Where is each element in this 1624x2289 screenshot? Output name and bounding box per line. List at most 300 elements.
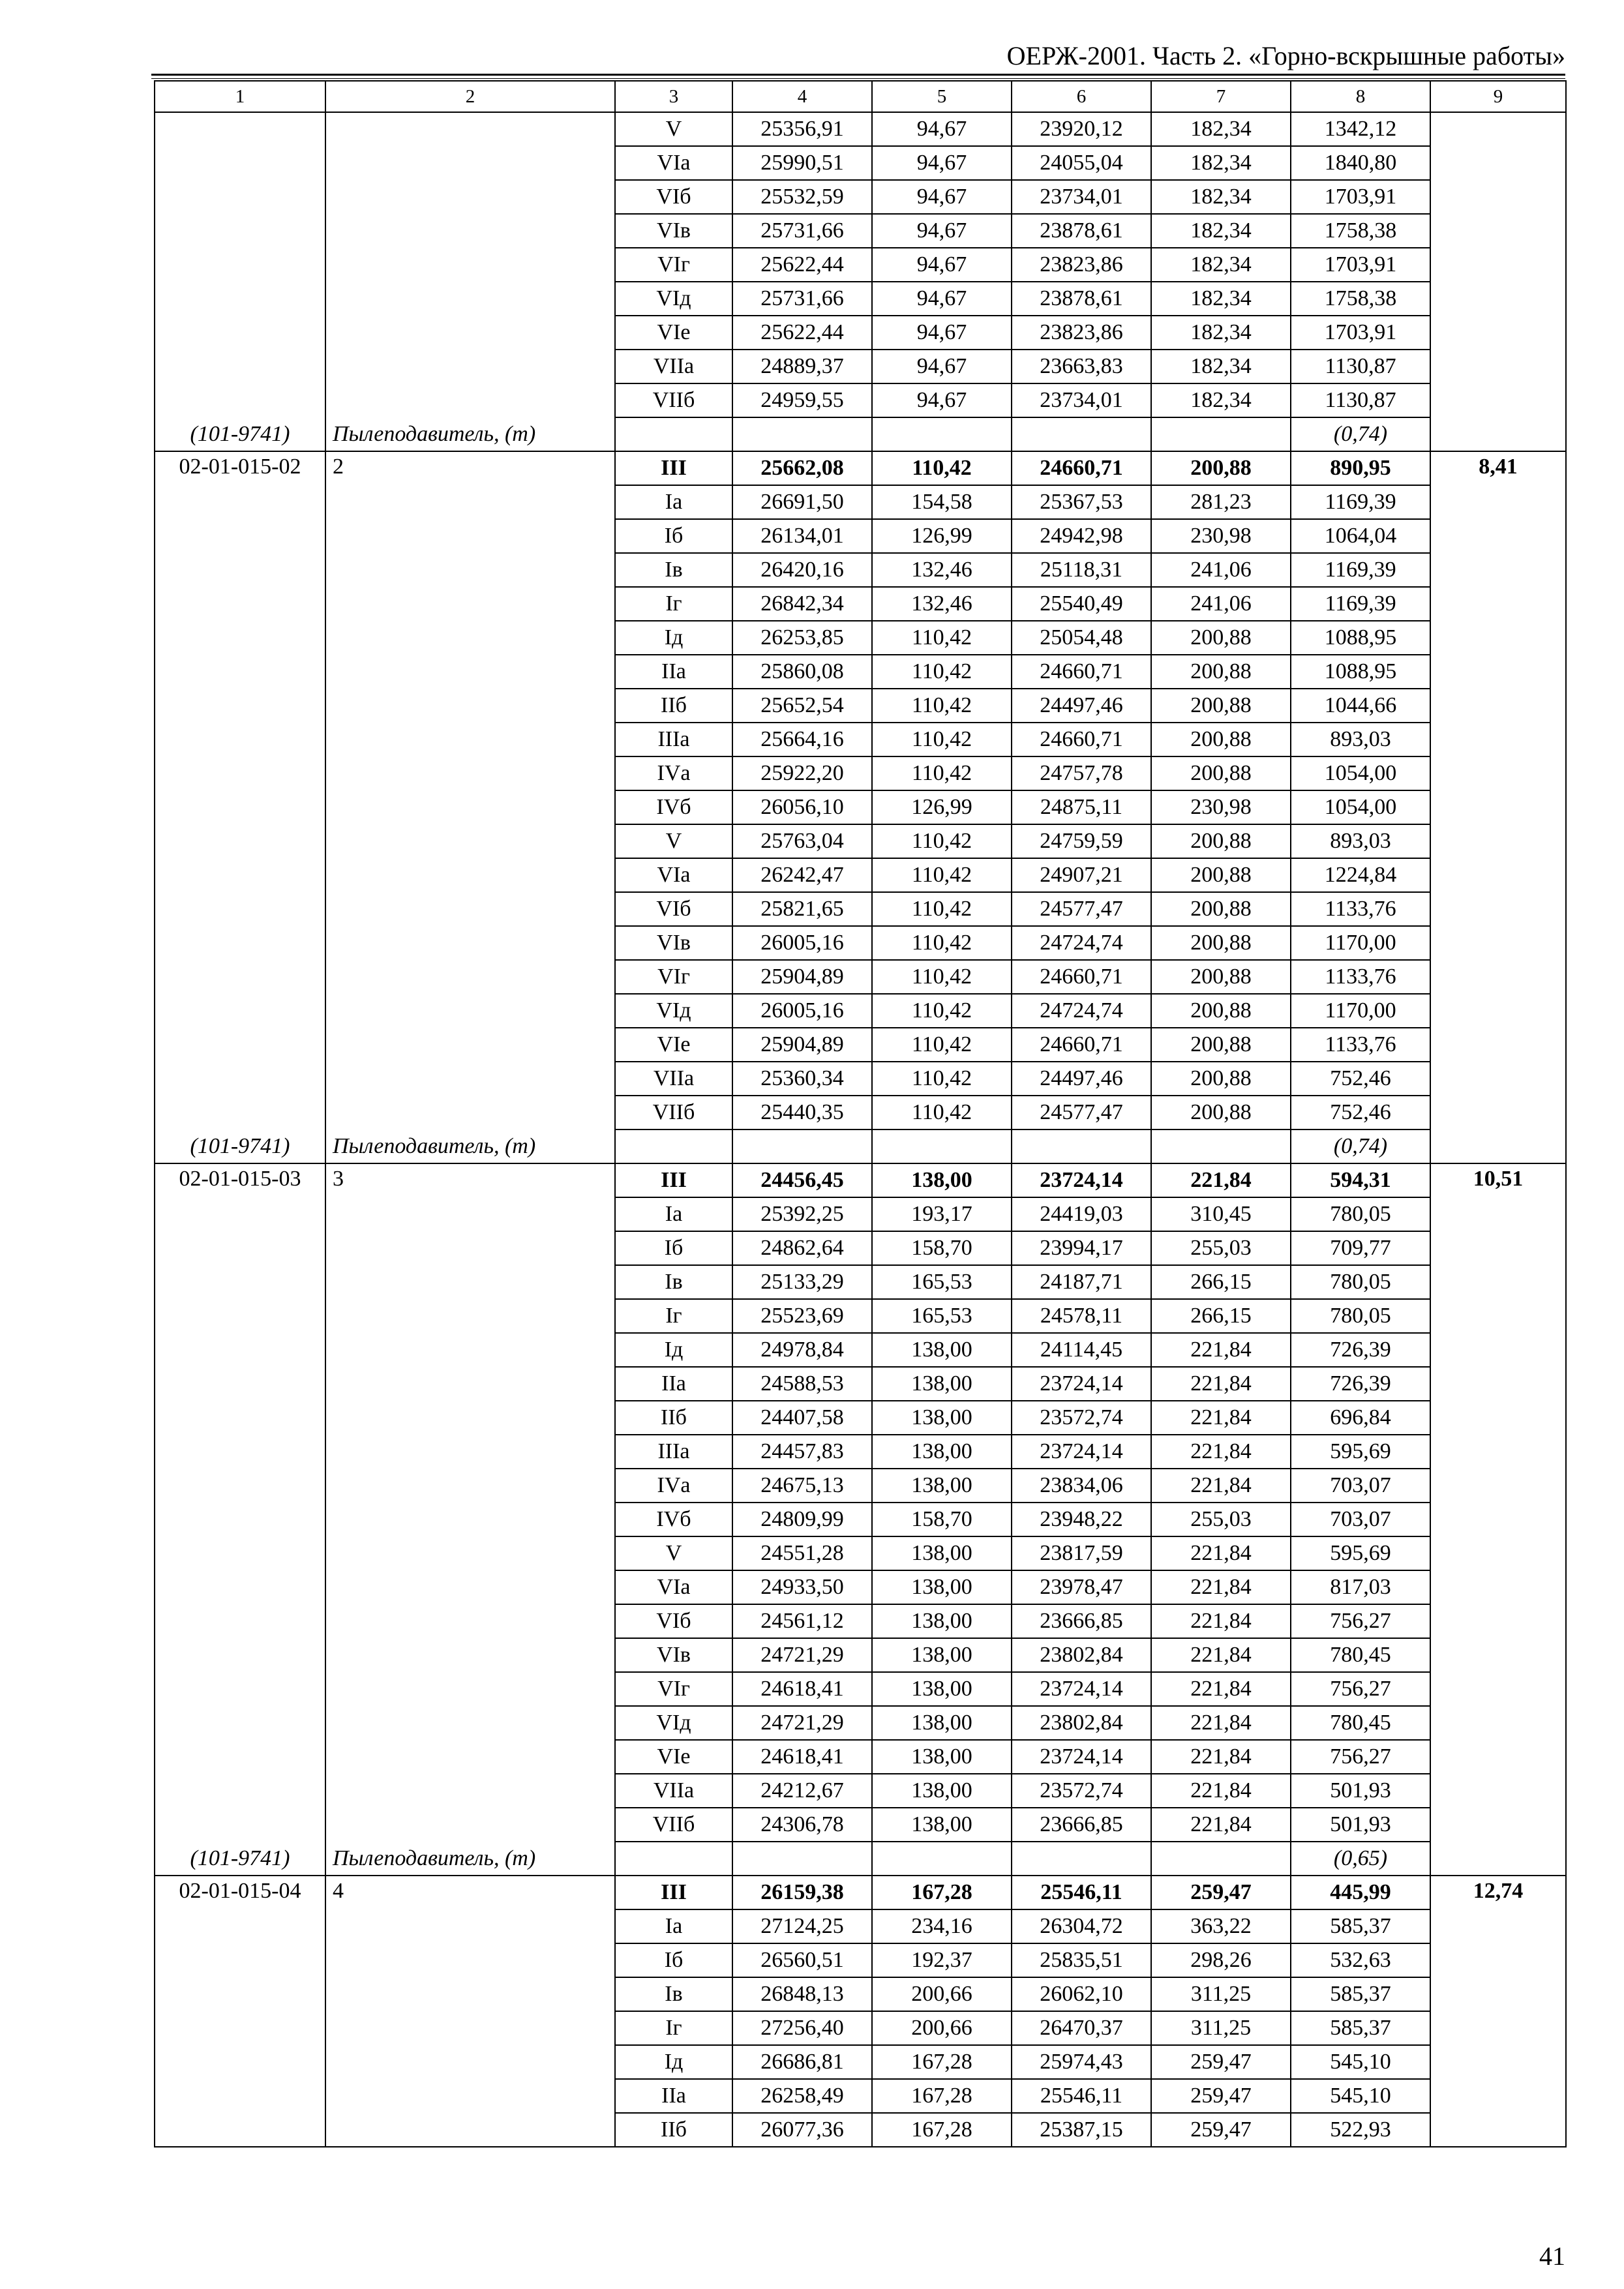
machinist-wages: 259,47 bbox=[1151, 2045, 1291, 2079]
machinist-wages: 221,84 bbox=[1151, 1740, 1291, 1774]
rock-category: III bbox=[615, 451, 732, 485]
machinist-wages: 200,88 bbox=[1151, 892, 1291, 926]
materials: 752,46 bbox=[1291, 1096, 1430, 1130]
direct-costs: 24306,78 bbox=[732, 1808, 872, 1842]
rock-category: VIIб bbox=[615, 1096, 732, 1130]
machinist-wages: 200,88 bbox=[1151, 655, 1291, 689]
materials: 1342,12 bbox=[1291, 112, 1430, 146]
rock-category: VIе bbox=[615, 1028, 732, 1062]
rock-category: VIг bbox=[615, 1672, 732, 1706]
direct-costs: 25904,89 bbox=[732, 960, 872, 994]
machinist-wages: 200,88 bbox=[1151, 1062, 1291, 1096]
machinist-wages: 182,34 bbox=[1151, 316, 1291, 350]
rate-name: 2 bbox=[325, 451, 615, 1130]
machine-costs: 23724,14 bbox=[1012, 1367, 1151, 1401]
materials: 703,07 bbox=[1291, 1469, 1430, 1503]
machine-costs: 25974,43 bbox=[1012, 2045, 1151, 2079]
wages: 110,42 bbox=[872, 858, 1012, 892]
machinist-wages: 221,84 bbox=[1151, 1367, 1291, 1401]
machine-costs: 23823,86 bbox=[1012, 248, 1151, 282]
wages: 110,42 bbox=[872, 723, 1012, 756]
materials: 1840,80 bbox=[1291, 146, 1430, 180]
wages: 94,67 bbox=[872, 248, 1012, 282]
rock-category: VIг bbox=[615, 960, 732, 994]
direct-costs: 24978,84 bbox=[732, 1333, 872, 1367]
materials: 1130,87 bbox=[1291, 383, 1430, 417]
table-body bbox=[155, 81, 1566, 2147]
machine-costs: 23666,85 bbox=[1012, 1604, 1151, 1638]
rock-category: Iд bbox=[615, 2045, 732, 2079]
rock-category: VIIб bbox=[615, 1808, 732, 1842]
materials: 545,10 bbox=[1291, 2045, 1430, 2079]
rock-category: VIв bbox=[615, 214, 732, 248]
materials: 726,39 bbox=[1291, 1333, 1430, 1367]
direct-costs: 26134,01 bbox=[732, 519, 872, 553]
wages: 94,67 bbox=[872, 146, 1012, 180]
wages: 94,67 bbox=[872, 316, 1012, 350]
column-number: 1 bbox=[155, 81, 325, 112]
wages: 193,17 bbox=[872, 1197, 1012, 1231]
rock-category: IIа bbox=[615, 1367, 732, 1401]
materials: 1044,66 bbox=[1291, 689, 1430, 723]
materials: 501,93 bbox=[1291, 1808, 1430, 1842]
machine-costs: 24577,47 bbox=[1012, 1096, 1151, 1130]
materials: 1758,38 bbox=[1291, 282, 1430, 316]
machine-costs: 23802,84 bbox=[1012, 1706, 1151, 1740]
wages: 165,53 bbox=[872, 1265, 1012, 1299]
materials: 756,27 bbox=[1291, 1740, 1430, 1774]
wages: 138,00 bbox=[872, 1469, 1012, 1503]
material-quantity: (0,65) bbox=[1291, 1842, 1430, 1876]
rate-code: 02-01-015-02 bbox=[155, 451, 325, 1130]
machine-costs: 25540,49 bbox=[1012, 587, 1151, 621]
empty-cell bbox=[1151, 1842, 1291, 1876]
wages: 138,00 bbox=[872, 1808, 1012, 1842]
rock-category: IIIа bbox=[615, 723, 732, 756]
wages: 110,42 bbox=[872, 824, 1012, 858]
direct-costs: 25904,89 bbox=[732, 1028, 872, 1062]
direct-costs: 25922,20 bbox=[732, 756, 872, 790]
machine-costs: 26062,10 bbox=[1012, 1977, 1151, 2011]
rock-category: VIд bbox=[615, 994, 732, 1028]
wages: 110,42 bbox=[872, 1062, 1012, 1096]
machinist-wages: 200,88 bbox=[1151, 926, 1291, 960]
machinist-wages: 281,23 bbox=[1151, 485, 1291, 519]
direct-costs: 25821,65 bbox=[732, 892, 872, 926]
rock-category: Iв bbox=[615, 1265, 732, 1299]
empty-cell bbox=[872, 1842, 1012, 1876]
direct-costs: 25440,35 bbox=[732, 1096, 872, 1130]
rock-category: VIв bbox=[615, 1638, 732, 1672]
wages: 110,42 bbox=[872, 994, 1012, 1028]
materials: 585,37 bbox=[1291, 1977, 1430, 2011]
wages: 110,42 bbox=[872, 756, 1012, 790]
table-row bbox=[155, 451, 1566, 485]
materials: 709,77 bbox=[1291, 1231, 1430, 1265]
column-number-row bbox=[155, 81, 1566, 112]
machinist-wages: 266,15 bbox=[1151, 1265, 1291, 1299]
materials: 1170,00 bbox=[1291, 994, 1430, 1028]
materials: 726,39 bbox=[1291, 1367, 1430, 1401]
machinist-wages: 221,84 bbox=[1151, 1706, 1291, 1740]
material-label: Пылеподавитель, (т) bbox=[325, 417, 615, 451]
materials: 756,27 bbox=[1291, 1672, 1430, 1706]
wages: 234,16 bbox=[872, 1909, 1012, 1943]
direct-costs: 24618,41 bbox=[732, 1740, 872, 1774]
direct-costs: 25731,66 bbox=[732, 214, 872, 248]
machine-costs: 24660,71 bbox=[1012, 655, 1151, 689]
machine-costs: 23834,06 bbox=[1012, 1469, 1151, 1503]
machine-costs: 23666,85 bbox=[1012, 1808, 1151, 1842]
materials: 1130,87 bbox=[1291, 350, 1430, 383]
machinist-wages: 221,84 bbox=[1151, 1672, 1291, 1706]
wages: 110,42 bbox=[872, 1096, 1012, 1130]
rock-category: VIа bbox=[615, 146, 732, 180]
rock-category: Iг bbox=[615, 1299, 732, 1333]
rock-category: III bbox=[615, 1163, 732, 1197]
wages: 110,42 bbox=[872, 892, 1012, 926]
price-table bbox=[154, 80, 1567, 2147]
rock-category: IIб bbox=[615, 2113, 732, 2147]
wages: 158,70 bbox=[872, 1231, 1012, 1265]
materials: 893,03 bbox=[1291, 824, 1430, 858]
materials: 1133,76 bbox=[1291, 960, 1430, 994]
direct-costs: 25664,16 bbox=[732, 723, 872, 756]
empty-cell bbox=[872, 417, 1012, 451]
wages: 110,42 bbox=[872, 621, 1012, 655]
machinist-wages: 266,15 bbox=[1151, 1299, 1291, 1333]
direct-costs: 26691,50 bbox=[732, 485, 872, 519]
machine-costs: 24875,11 bbox=[1012, 790, 1151, 824]
machine-costs: 23948,22 bbox=[1012, 1503, 1151, 1536]
machine-costs: 24759,59 bbox=[1012, 824, 1151, 858]
rock-category: Iб bbox=[615, 1943, 732, 1977]
machinist-wages: 221,84 bbox=[1151, 1604, 1291, 1638]
machine-costs: 23734,01 bbox=[1012, 180, 1151, 214]
direct-costs: 26686,81 bbox=[732, 2045, 872, 2079]
machine-costs: 23920,12 bbox=[1012, 112, 1151, 146]
empty-cell bbox=[872, 1130, 1012, 1163]
materials: 1758,38 bbox=[1291, 214, 1430, 248]
materials: 780,05 bbox=[1291, 1197, 1430, 1231]
rock-category: V bbox=[615, 824, 732, 858]
machine-costs: 24757,78 bbox=[1012, 756, 1151, 790]
materials: 1703,91 bbox=[1291, 180, 1430, 214]
materials: 893,03 bbox=[1291, 723, 1430, 756]
column-number: 4 bbox=[732, 81, 872, 112]
machine-costs: 24660,71 bbox=[1012, 451, 1151, 485]
empty-cell bbox=[1151, 417, 1291, 451]
direct-costs: 25662,08 bbox=[732, 451, 872, 485]
wages: 94,67 bbox=[872, 350, 1012, 383]
machine-costs: 25054,48 bbox=[1012, 621, 1151, 655]
rock-category: IIа bbox=[615, 655, 732, 689]
machine-costs: 24055,04 bbox=[1012, 146, 1151, 180]
material-code: (101-9741) bbox=[155, 1130, 325, 1163]
direct-costs: 25392,25 bbox=[732, 1197, 872, 1231]
materials: 501,93 bbox=[1291, 1774, 1430, 1808]
machinist-wages: 259,47 bbox=[1151, 2113, 1291, 2147]
machinist-wages: 200,88 bbox=[1151, 1028, 1291, 1062]
rate-code: 02-01-015-03 bbox=[155, 1163, 325, 1842]
wages: 200,66 bbox=[872, 1977, 1012, 2011]
machine-costs: 23724,14 bbox=[1012, 1435, 1151, 1469]
machine-costs: 24660,71 bbox=[1012, 960, 1151, 994]
materials: 1133,76 bbox=[1291, 892, 1430, 926]
empty-cell bbox=[1012, 417, 1151, 451]
direct-costs: 24721,29 bbox=[732, 1706, 872, 1740]
machine-costs: 24942,98 bbox=[1012, 519, 1151, 553]
materials: 1088,95 bbox=[1291, 655, 1430, 689]
machinist-wages: 221,84 bbox=[1151, 1536, 1291, 1570]
rock-category: VIб bbox=[615, 1604, 732, 1638]
wages: 138,00 bbox=[872, 1333, 1012, 1367]
machinist-wages: 311,25 bbox=[1151, 2011, 1291, 2045]
machine-costs: 24497,46 bbox=[1012, 689, 1151, 723]
wages: 192,37 bbox=[872, 1943, 1012, 1977]
machinist-wages: 241,06 bbox=[1151, 553, 1291, 587]
column-number: 3 bbox=[615, 81, 732, 112]
direct-costs: 24862,64 bbox=[732, 1231, 872, 1265]
rock-category: III bbox=[615, 1876, 732, 1909]
materials: 522,93 bbox=[1291, 2113, 1430, 2147]
wages: 94,67 bbox=[872, 383, 1012, 417]
wages: 138,00 bbox=[872, 1638, 1012, 1672]
machinist-wages: 221,84 bbox=[1151, 1774, 1291, 1808]
column-number: 6 bbox=[1012, 81, 1151, 112]
direct-costs: 25622,44 bbox=[732, 248, 872, 282]
materials: 1703,91 bbox=[1291, 316, 1430, 350]
direct-costs: 26258,49 bbox=[732, 2079, 872, 2113]
rock-category: VIд bbox=[615, 1706, 732, 1740]
machinist-wages: 311,25 bbox=[1151, 1977, 1291, 2011]
direct-costs: 24618,41 bbox=[732, 1672, 872, 1706]
labor-cost: 8,41 bbox=[1430, 451, 1566, 1163]
materials: 595,69 bbox=[1291, 1536, 1430, 1570]
material-quantity: (0,74) bbox=[1291, 417, 1430, 451]
machine-costs: 23994,17 bbox=[1012, 1231, 1151, 1265]
wages: 138,00 bbox=[872, 1740, 1012, 1774]
labor-cost bbox=[1430, 112, 1566, 451]
material-note-row bbox=[155, 1842, 1566, 1876]
wages: 110,42 bbox=[872, 960, 1012, 994]
machinist-wages: 221,84 bbox=[1151, 1163, 1291, 1197]
rock-category: Iб bbox=[615, 519, 732, 553]
empty-cell bbox=[615, 1842, 732, 1876]
materials: 1170,00 bbox=[1291, 926, 1430, 960]
machinist-wages: 182,34 bbox=[1151, 180, 1291, 214]
machinist-wages: 221,84 bbox=[1151, 1638, 1291, 1672]
direct-costs: 24675,13 bbox=[732, 1469, 872, 1503]
rock-category: VIе bbox=[615, 1740, 732, 1774]
wages: 154,58 bbox=[872, 485, 1012, 519]
materials: 780,45 bbox=[1291, 1638, 1430, 1672]
empty-cell bbox=[615, 417, 732, 451]
machinist-wages: 221,84 bbox=[1151, 1333, 1291, 1367]
wages: 167,28 bbox=[872, 2045, 1012, 2079]
direct-costs: 25622,44 bbox=[732, 316, 872, 350]
machine-costs: 25546,11 bbox=[1012, 1876, 1151, 1909]
direct-costs: 27256,40 bbox=[732, 2011, 872, 2045]
rock-category: Iг bbox=[615, 587, 732, 621]
machine-costs: 25118,31 bbox=[1012, 553, 1151, 587]
direct-costs: 25731,66 bbox=[732, 282, 872, 316]
empty-cell bbox=[732, 417, 872, 451]
materials: 595,69 bbox=[1291, 1435, 1430, 1469]
direct-costs: 27124,25 bbox=[732, 1909, 872, 1943]
materials: 594,31 bbox=[1291, 1163, 1430, 1197]
direct-costs: 26005,16 bbox=[732, 926, 872, 960]
rock-category: VIг bbox=[615, 248, 732, 282]
rock-category: IVа bbox=[615, 1469, 732, 1503]
machinist-wages: 182,34 bbox=[1151, 383, 1291, 417]
machinist-wages: 310,45 bbox=[1151, 1197, 1291, 1231]
machine-costs: 23878,61 bbox=[1012, 282, 1151, 316]
rock-category: VIе bbox=[615, 316, 732, 350]
materials: 752,46 bbox=[1291, 1062, 1430, 1096]
machinist-wages: 221,84 bbox=[1151, 1401, 1291, 1435]
rock-category: Iв bbox=[615, 553, 732, 587]
wages: 138,00 bbox=[872, 1604, 1012, 1638]
rock-category: Iа bbox=[615, 1197, 732, 1231]
machine-costs: 24578,11 bbox=[1012, 1299, 1151, 1333]
machine-costs: 23878,61 bbox=[1012, 214, 1151, 248]
wages: 165,53 bbox=[872, 1299, 1012, 1333]
rate-code: 02-01-015-04 bbox=[155, 1876, 325, 2147]
direct-costs: 26242,47 bbox=[732, 858, 872, 892]
labor-cost: 12,74 bbox=[1430, 1876, 1566, 2147]
materials: 1088,95 bbox=[1291, 621, 1430, 655]
machinist-wages: 221,84 bbox=[1151, 1435, 1291, 1469]
machinist-wages: 200,88 bbox=[1151, 723, 1291, 756]
machinist-wages: 200,88 bbox=[1151, 451, 1291, 485]
rate-name: 3 bbox=[325, 1163, 615, 1842]
wages: 167,28 bbox=[872, 2113, 1012, 2147]
materials: 780,45 bbox=[1291, 1706, 1430, 1740]
machinist-wages: 255,03 bbox=[1151, 1231, 1291, 1265]
page-number: 41 bbox=[1539, 2241, 1565, 2271]
wages: 138,00 bbox=[872, 1367, 1012, 1401]
direct-costs: 24407,58 bbox=[732, 1401, 872, 1435]
materials: 696,84 bbox=[1291, 1401, 1430, 1435]
rock-category: VIд bbox=[615, 282, 732, 316]
rock-category: Iд bbox=[615, 1333, 732, 1367]
wages: 132,46 bbox=[872, 553, 1012, 587]
rock-category: Iв bbox=[615, 1977, 732, 2011]
rock-category: Iд bbox=[615, 621, 732, 655]
rock-category: VIIб bbox=[615, 383, 732, 417]
machine-costs: 26304,72 bbox=[1012, 1909, 1151, 1943]
machine-costs: 23572,74 bbox=[1012, 1401, 1151, 1435]
materials: 445,99 bbox=[1291, 1876, 1430, 1909]
machinist-wages: 200,88 bbox=[1151, 824, 1291, 858]
wages: 110,42 bbox=[872, 689, 1012, 723]
direct-costs: 25133,29 bbox=[732, 1265, 872, 1299]
wages: 138,00 bbox=[872, 1163, 1012, 1197]
wages: 94,67 bbox=[872, 180, 1012, 214]
materials: 1169,39 bbox=[1291, 587, 1430, 621]
direct-costs: 25360,34 bbox=[732, 1062, 872, 1096]
direct-costs: 24457,83 bbox=[732, 1435, 872, 1469]
rock-category: IIб bbox=[615, 689, 732, 723]
direct-costs: 25763,04 bbox=[732, 824, 872, 858]
direct-costs: 25523,69 bbox=[732, 1299, 872, 1333]
wages: 110,42 bbox=[872, 1028, 1012, 1062]
direct-costs: 26077,36 bbox=[732, 2113, 872, 2147]
empty-cell bbox=[732, 1130, 872, 1163]
machine-costs: 23802,84 bbox=[1012, 1638, 1151, 1672]
wages: 167,28 bbox=[872, 2079, 1012, 2113]
machine-costs: 24660,71 bbox=[1012, 723, 1151, 756]
rock-category: IVа bbox=[615, 756, 732, 790]
rock-category: VIIа bbox=[615, 350, 732, 383]
page-header: ОЕРЖ-2001. Часть 2. «Горно-вскрышные работы» bbox=[1006, 41, 1565, 70]
direct-costs: 24933,50 bbox=[732, 1570, 872, 1604]
wages: 94,67 bbox=[872, 214, 1012, 248]
empty-cell bbox=[732, 1842, 872, 1876]
table-row bbox=[155, 1876, 1566, 1909]
machine-costs: 24660,71 bbox=[1012, 1028, 1151, 1062]
material-code: (101-9741) bbox=[155, 1842, 325, 1876]
machine-costs: 24907,21 bbox=[1012, 858, 1151, 892]
machine-costs: 24724,74 bbox=[1012, 926, 1151, 960]
rock-category: V bbox=[615, 1536, 732, 1570]
direct-costs: 24212,67 bbox=[732, 1774, 872, 1808]
machine-costs: 23734,01 bbox=[1012, 383, 1151, 417]
machinist-wages: 221,84 bbox=[1151, 1808, 1291, 1842]
machine-costs: 23724,14 bbox=[1012, 1163, 1151, 1197]
machinist-wages: 200,88 bbox=[1151, 756, 1291, 790]
materials: 1224,84 bbox=[1291, 858, 1430, 892]
material-note-row bbox=[155, 417, 1566, 451]
machinist-wages: 182,34 bbox=[1151, 350, 1291, 383]
header-rule bbox=[151, 74, 1565, 76]
machinist-wages: 182,34 bbox=[1151, 146, 1291, 180]
machinist-wages: 200,88 bbox=[1151, 994, 1291, 1028]
wages: 138,00 bbox=[872, 1706, 1012, 1740]
machine-costs: 24187,71 bbox=[1012, 1265, 1151, 1299]
machinist-wages: 200,88 bbox=[1151, 858, 1291, 892]
machine-costs: 23724,14 bbox=[1012, 1672, 1151, 1706]
machine-costs: 23817,59 bbox=[1012, 1536, 1151, 1570]
rock-category: VIIа bbox=[615, 1062, 732, 1096]
machine-costs: 25835,51 bbox=[1012, 1943, 1151, 1977]
machinist-wages: 221,84 bbox=[1151, 1469, 1291, 1503]
direct-costs: 26420,16 bbox=[732, 553, 872, 587]
column-number: 5 bbox=[872, 81, 1012, 112]
machinist-wages: 221,84 bbox=[1151, 1570, 1291, 1604]
direct-costs: 26842,34 bbox=[732, 587, 872, 621]
materials: 780,05 bbox=[1291, 1265, 1430, 1299]
machinist-wages: 182,34 bbox=[1151, 282, 1291, 316]
materials: 545,10 bbox=[1291, 2079, 1430, 2113]
machine-costs: 24724,74 bbox=[1012, 994, 1151, 1028]
wages: 126,99 bbox=[872, 790, 1012, 824]
rock-category: VIб bbox=[615, 180, 732, 214]
machinist-wages: 259,47 bbox=[1151, 1876, 1291, 1909]
rock-category: Iг bbox=[615, 2011, 732, 2045]
material-quantity: (0,74) bbox=[1291, 1130, 1430, 1163]
machine-costs: 24419,03 bbox=[1012, 1197, 1151, 1231]
empty-cell bbox=[615, 1130, 732, 1163]
material-code: (101-9741) bbox=[155, 417, 325, 451]
machine-costs: 24114,45 bbox=[1012, 1333, 1151, 1367]
empty-cell bbox=[1151, 1130, 1291, 1163]
wages: 110,42 bbox=[872, 926, 1012, 960]
rate-name bbox=[325, 112, 615, 417]
materials: 703,07 bbox=[1291, 1503, 1430, 1536]
column-number: 7 bbox=[1151, 81, 1291, 112]
